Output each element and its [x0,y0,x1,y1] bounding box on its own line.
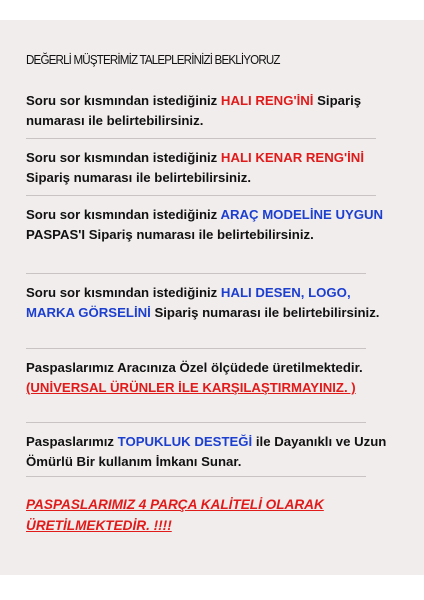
divider [26,195,376,196]
divider [26,476,366,477]
divider [26,348,366,349]
info-block-edge-color [26,148,402,188]
info-text: PASPAS'I Sipariş numarası ile belirtebilirsiniz. [26,227,314,242]
divider [26,273,366,274]
info-text: Soru sor kısmından istediğiniz [26,93,221,108]
info-text: Paspaslarımız [26,434,118,449]
info-block-pattern-logo [26,283,402,323]
info-text: Sipariş numarası ile belirtebilirsiniz. [26,170,251,185]
highlight-heel-support: TOPUKLUK DESTEĞİ [117,434,253,449]
universal-warning: (UNİVERSAL ÜRÜNLER İLE KARŞILAŞTIRMAYINIZ. ) [26,380,356,395]
info-text: Sipariş numarası ile belirtebilirsiniz. [26,93,362,128]
info-text: Paspaslarımız Aracınıza Özel ölçüdede üretilmektedir. [26,360,363,375]
info-text: ile Dayanıklı ve Uzun Ömürlü Bir kullanım İmkanı Sunar. [26,434,387,469]
info-text: Sipariş numarası ile belirtebilirsiniz. [150,305,380,320]
info-block-custom-fit [26,358,402,398]
highlight-car-model: ARAÇ MODELİNE UYGUN [220,207,384,222]
info-block-rug-color [26,91,402,131]
final-note: PASPASLARIMIZ 4 PARÇA KALİTELİ OLARAK ÜRETİLMEKTEDİR. !!!! [26,497,324,533]
highlight-pattern-logo: HALI DESEN, LOGO, MARKA GÖRSELİNİ [26,285,351,320]
info-text: Soru sor kısmından istediğiniz [26,150,221,165]
highlight-edge-color: HALI KENAR RENG'İNİ [220,150,364,165]
divider [26,422,366,423]
highlight-rug-color: HALI RENG'İNİ [220,93,314,108]
page-heading: DEĞERLİ MÜŞTERİMİZ TALEPLERİNİZİ BEKLİYORUZ [26,53,280,67]
divider [26,138,376,139]
info-text: Soru sor kısmından istediğiniz [26,285,221,300]
info-block-heel-support [26,432,402,472]
info-block-car-model [26,205,402,245]
info-card [0,20,424,575]
info-text: Soru sor kısmından istediğiniz [26,207,221,222]
